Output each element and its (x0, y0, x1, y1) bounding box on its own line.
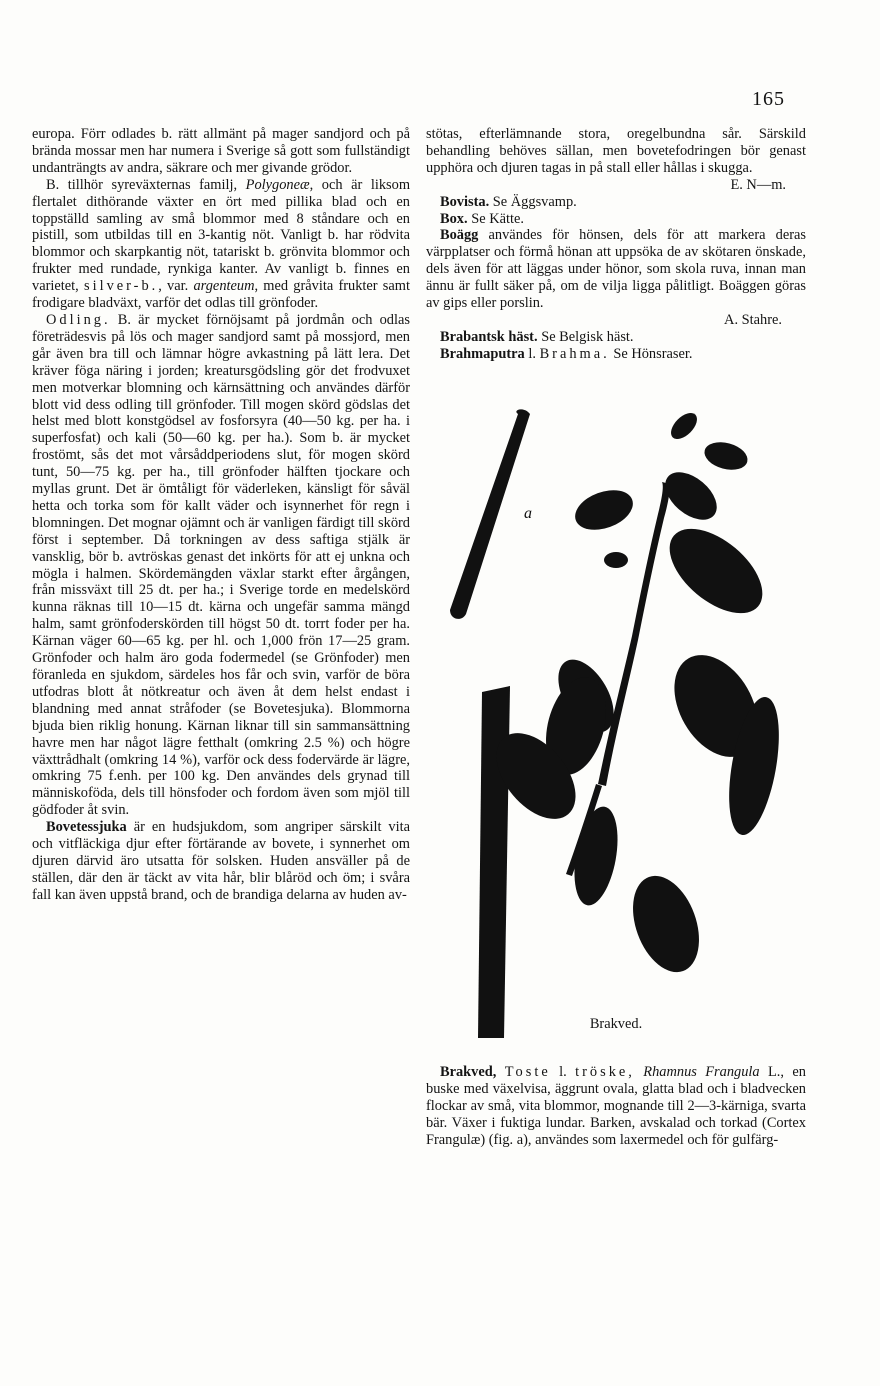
text-run: Se Kätte. (471, 210, 524, 227)
text-run: Se Belgisk häst. (541, 328, 634, 345)
headword: Box. (440, 210, 468, 227)
signature: E. N—m. (730, 176, 786, 193)
headword: Brakved, (440, 1064, 497, 1080)
leaf (666, 408, 701, 443)
branch-stem (598, 482, 670, 786)
brakved-illustration (426, 396, 806, 1046)
paragraph (32, 177, 410, 312)
spaced-term: Brahma. (539, 345, 610, 362)
leaf (604, 552, 628, 568)
page-number: 165 (752, 88, 785, 110)
bark-piece (450, 409, 530, 619)
entry-brakved (426, 1064, 806, 1149)
text-run: l. (528, 345, 536, 362)
latin-name: Rhamnus Frangula (643, 1064, 760, 1080)
latin-name: argenteum (193, 278, 255, 295)
spaced-term: silver-b. (83, 278, 159, 295)
right-column (426, 126, 806, 363)
text-run: l. (559, 1064, 567, 1080)
right-column-bottom (426, 1064, 806, 1149)
headword: Brahmaputra (440, 345, 525, 362)
text-run: Det mognar ojämnt och är vanligen färdigt till skörd först i september. Då torkningen av dess saftiga stjälk är vansklig, bör b. avtröskas genast det inkörts för att ej unkna och mögla i halmen. Skördemängden växlar starkt efter årgången, från missväxt till 25 dt. per ha.; i Sverige torde en medelskörd kunna räknas till 10—15 dt. kärna och ungefär samma mängd halm, samt grönfoderskörden till högst 50 dt. torrt foder per ha. Kärnan väger 60—65 kg. per hl. och 1,000 frön 17—25 gram. Grönfoder och halm äro goda fodermedel (se Grönfoder) men föranleda en sjukdom, särdeles hos får och svin, varför de böra utfodras blott åt nötkreatur och även åt dem helst endast i blandning med annat stråfoder (se Bovetesjuka). Blommorna bjuda bien riklig honung. Kärnan liknar till sin sammansättning havre men har något lägre fetthalt (omkring 2.5 %) och högre växttrådhalt (omkring 14 %), varför ock dess fodervärde är lägre, omkring 75 f.enh. per 100 kg. Den användes dels grynad till människoföda, dels till hönsfoder och fordom även som mjöl till gödfoder åt svin. (32, 514, 410, 819)
text-run: Se Hönsraser. (613, 345, 693, 362)
text-run: en buske med växelvisa, äggrunt ovala, glatta blad och i bladvecken flockar av små, vita blommor, mognande till 2—3-kärniga, svarta bär. Växer i fuktiga lundar. Barken, avskalad och torkad (Cortex Frangulæ) (fig. a), användes som laxermedel och för gulfärg- (426, 1064, 806, 1148)
text-run: , med gråvita frukter samt frodigare bladväxt, varför det odlas till grönfoder. (32, 278, 410, 312)
text-run: , och är liksom flertalet dithörande växter en ört med pillika blad och en toppställd samling (32, 176, 411, 227)
text-run: B. är mycket förnöjsamt på jordmån och odlas företrädesvis på lös och mager sandjord samt på mossjord, men går även bra till och lämnar högre avkastning på lätt lera. Det kräver föga näring i jorden; kreatursgödsling gör det frodvuxet men motverkar blomning och kärnsättning och användes därför blott vid dess odling till grönfoder. Till mogen skörd gödslas det helst med blott konstgödsel av fosforsyra (40—50 kg. per ha. i superfosfat) och kali (50—60 kg. per ha.). Som b. är mycket frostömt, sås det mot vårsåddperiodens slut, för mogen skörd tunt, 50—75 kg. per ha., till grönfoder hälften tjockare och myllas grunt. Det är ömtåligt för väderleken, känsligt för såväl hetta och torka som för kallt väder och isynnerhet för regn i blomningen. (32, 311, 410, 531)
entry-brabantsk (426, 329, 806, 346)
headword: Bovetessjuka (46, 819, 127, 836)
paragraph: stötas, efterlämnande stora, oregelbundna sår. Särskild behandling behöves sällan, men bovetefodringen bör genast upphöra och djuren tagas in på stall eller hållas i skugga. (426, 126, 806, 176)
headword: Bovista. (440, 193, 490, 210)
text-run: är en hudsjukdom, som angriper särskilt vita och vitfläckiga djur efter förtärande av bovete, i synnerhet om djuren därvid äro utsatta för solsken. Huden ansväller på de ställen, där den är täckt av vita hår, blir blåröd och öm; i svåra fall kan även uppstå brand, och de brandiga delarna av huden av- (32, 819, 410, 903)
figure-caption: Brakved. (589, 1016, 643, 1032)
brakved-figure (426, 396, 806, 1046)
text-run: Se Äggsvamp. (492, 193, 577, 210)
entry-brahmaputra (426, 346, 806, 363)
text-run: L., (768, 1064, 784, 1080)
entry-boagg (426, 227, 806, 312)
entry-bovista (426, 194, 806, 211)
spaced-term: tröske, (575, 1064, 635, 1080)
spaced-term: Toste (504, 1064, 551, 1080)
text-run: , var. (158, 278, 189, 295)
paragraph: europa. Förr odlades b. rätt allmänt på mager sandjord och på brända mossar men har numera i Sverige så gott som fullständigt undanträngts av andra, säkrare och mer givande grödor. (32, 126, 410, 176)
signature: A. Stahre. (724, 311, 782, 328)
family-name: Polygoneæ (245, 176, 310, 193)
leaf (655, 513, 778, 630)
leaf (568, 803, 625, 908)
headword: Boägg (440, 227, 479, 244)
spaced-term: Odling. (46, 311, 111, 328)
paragraph (32, 312, 410, 819)
text-run: B. tillhör syreväxternas familj, (46, 176, 238, 193)
leaf (621, 867, 712, 981)
entry-box (426, 211, 806, 228)
leaf (701, 438, 750, 475)
headword: Brabantsk häst. (440, 328, 538, 345)
entry-bovetessjuka (32, 819, 410, 904)
text-run: användes för hönsen, dels för att markera deras värpplatser och förmå hönan att uppsöka de av skötaren önskade, dels även för att läggas under hönor, som skola ruva, innan man ännu är fullt säker på, om de vilja ligga pålitligt. Boäggen göras av gips eller porslin. (426, 227, 806, 312)
text-run: av små blommor med 8 ståndare och en pistill, som utbildas till en 3-kantig nöt. Vanligt b. har rödvita blommor och skarpkantig nöt, tatariskt b. grönvita blommor och frukter med rundade, rynkiga kanter. Av vanligt b. finnes en varietet, (32, 210, 410, 295)
leaf (570, 483, 639, 537)
left-column (32, 126, 410, 904)
figure-label-a: a (524, 505, 532, 522)
